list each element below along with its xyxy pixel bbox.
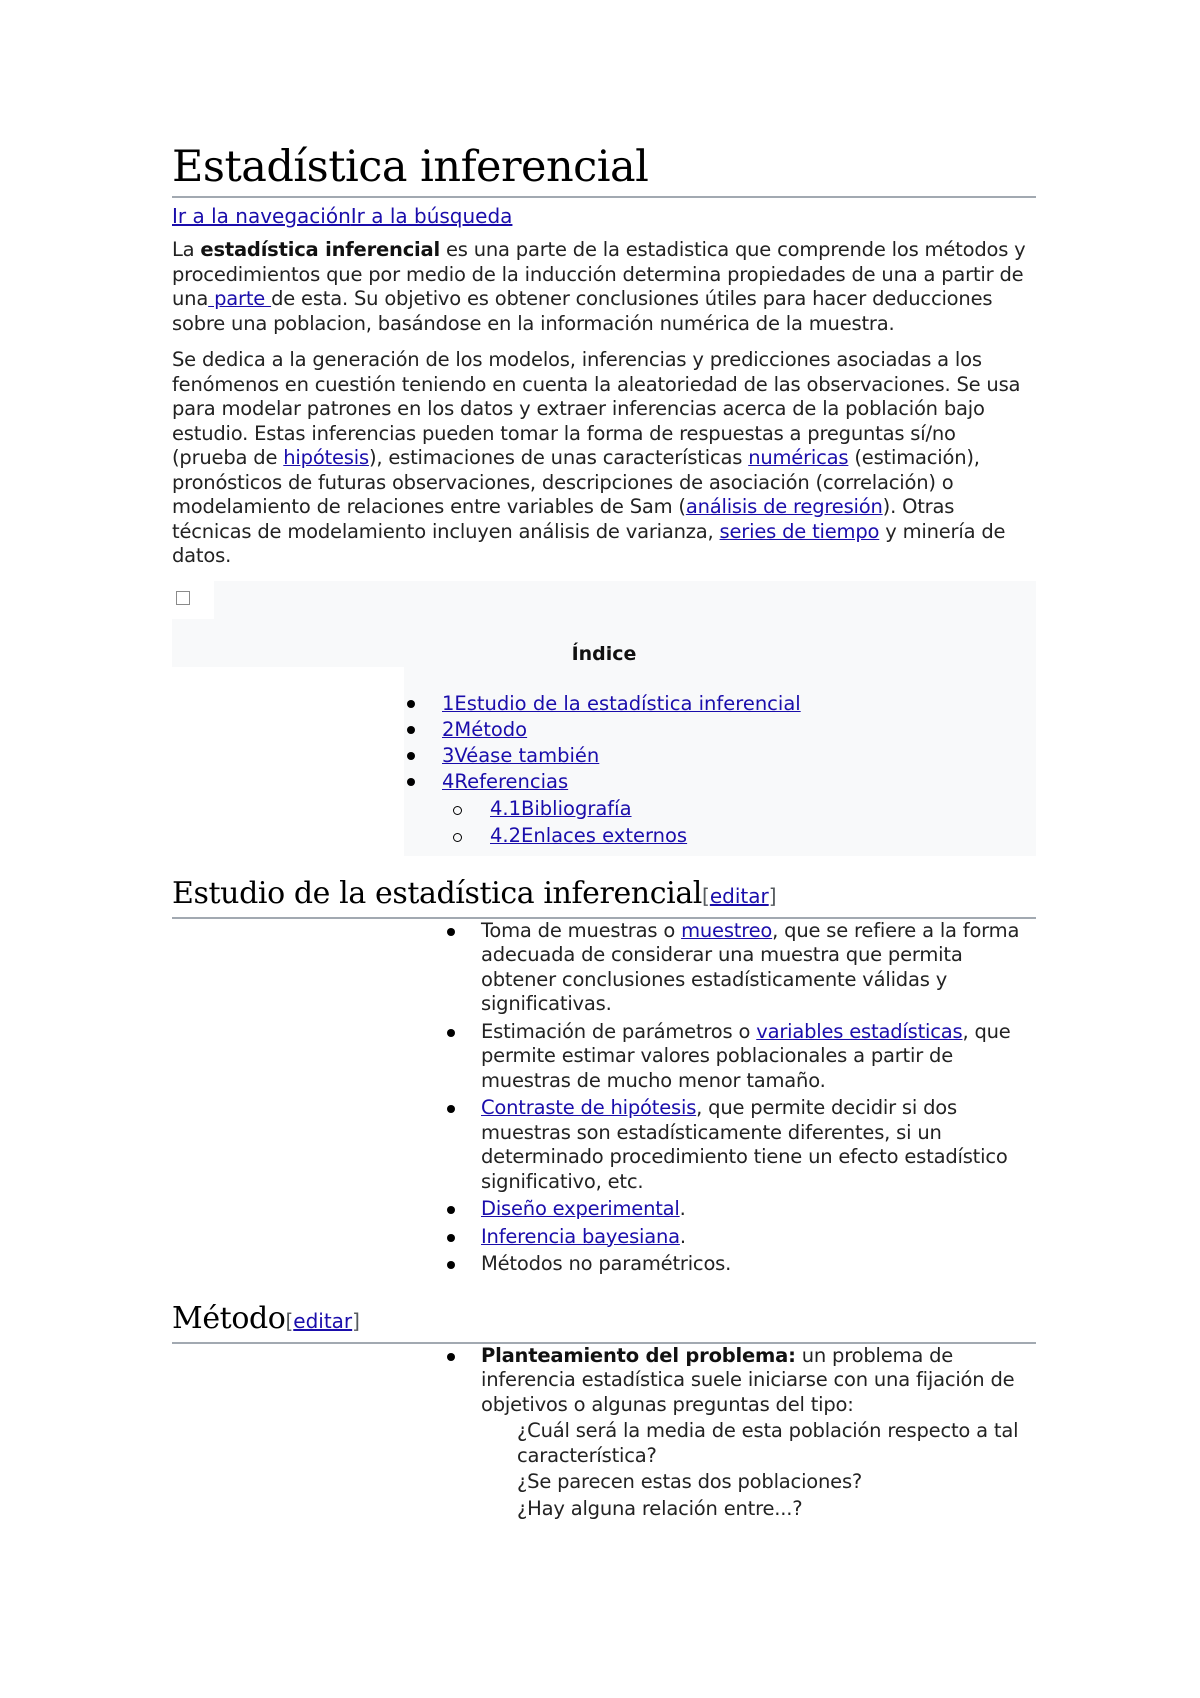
jump-links [172,202,1036,230]
text: , que se refiere a la forma adecuada de considerar una muestra que permita obtener conclusiones estadísticamente válidas y significativas. [481,918,1020,1015]
edit-link-wrapper: [editar] [702,883,777,908]
article [172,140,1036,1524]
checkbox-icon [176,591,190,605]
text: , que permite decidir si dos muestras son estadísticamente diferentes, si un determinado procedimiento tiene un efecto estadístico significativo, etc. [481,1096,1008,1193]
toc-item [404,743,801,769]
text: ), estimaciones de unas características [368,446,749,469]
intro-paragraph-2 [172,348,1036,569]
bold-term: estadística inferencial [200,238,440,261]
link-numericas[interactable]: numéricas [748,446,849,469]
list-item [443,919,1036,1017]
list-item [443,1096,1036,1194]
text: Se dedica a la generación de los modelos, inferencias y predicciones asociadas a los fenómenos en cuestión teniendo en cuenta la aleatoriedad de las observaciones. Se usa para modelar patrones en los datos y extraer inferencias acerca de la población bajo estudio. Estas inferencias pueden tomar la forma de respuestas a preguntas sí/no (prueba de [172,348,1021,469]
toc-link-vease-tambien[interactable]: 3Véase también [442,743,600,767]
text: . [679,1224,686,1248]
metodo-list [443,1344,1036,1522]
toc-gap [172,667,404,856]
section-heading-metodo [172,1299,1036,1344]
jump-to-navigation-link[interactable]: Ir a la navegación [172,204,351,228]
toc-link-referencias[interactable]: 4Referencias [442,769,569,793]
intro-paragraph-1 [172,238,1036,336]
toc-link-estudio[interactable]: 1Estudio de la estadística inferencial [442,691,801,715]
section-title: Método [172,1300,286,1336]
list-item [443,1197,1036,1222]
link-parte[interactable]: parte [208,287,272,310]
text: (estimación), pronósticos de futuras observaciones, descripciones de asociación (correlación) o modelamiento de relaciones entre variables de Sam ( [172,446,980,518]
link-hipotesis[interactable]: hipótesis [283,446,369,469]
link-contraste-de-hipotesis[interactable]: Contraste de hipótesis [481,1096,697,1119]
toc-sublist [404,795,687,849]
link-inferencia-bayesiana[interactable]: Inferencia bayesiana [481,1224,680,1248]
list-item [443,1344,1036,1522]
text: La [172,238,201,261]
link-variables-estadisticas[interactable]: variables estadísticas [756,1019,963,1043]
text: es una parte de la estadistica que comprende los métodos y procedimientos que por medio de la inducción determina propiedades de una a partir de una [172,238,1026,310]
toc-item [404,769,801,795]
toc-link-bibliografia[interactable]: 4.1Bibliografía [490,796,632,820]
link-analisis-de-regresion[interactable]: análisis de regresión [685,495,883,518]
estudio-list [443,919,1036,1277]
section-title: Estudio de la estadística inferencial [172,875,703,911]
list-item [443,1252,1036,1277]
toc-link-enlaces-externos[interactable]: 4.2Enlaces externos [490,823,688,847]
text: ). Otras técnicas de modelamiento incluyen análisis de varianza, [172,495,955,543]
toc-link-metodo[interactable]: 2Método [442,717,528,741]
toc-item [404,717,801,743]
toc-subitem [404,795,687,822]
link-muestreo[interactable]: muestreo [681,918,773,942]
text: Métodos no paramétricos. [481,1252,732,1275]
question: ¿Se parecen estas dos poblaciones? [517,1470,863,1493]
list-item [443,1225,1036,1250]
toc-toggle-checkbox[interactable] [172,581,214,619]
toc-list [404,691,801,795]
toc-title: Índice [571,642,637,665]
edit-link-wrapper: [editar] [285,1308,360,1333]
text: de esta. Su objetivo es obtener conclusiones útiles para hacer deducciones sobre una poblacion, basándose en la información numérica de la muestra. [172,287,993,335]
toc-subitem [404,822,687,849]
list-item [443,1020,1036,1094]
section-heading-estudio [172,874,1036,919]
link-series-de-tiempo[interactable]: series de tiempo [719,519,880,543]
bold-term: Planteamiento del problema: [481,1343,796,1367]
text: un problema de inferencia estadística suele iniciarse con una fijación de objetivos o algunas preguntas del tipo: [481,1343,1015,1416]
edit-section-link[interactable]: editar [709,883,769,908]
question-list [517,1419,1036,1521]
text: , que permite estimar valores poblacionales a partir de muestras de mucho menor tamaño. [481,1019,1011,1092]
question: ¿Hay alguna relación entre...? [517,1496,803,1520]
text: y minería de datos. [172,519,1006,567]
text: Estimación de parámetros o [481,1019,757,1043]
edit-section-link[interactable]: editar [293,1308,353,1333]
text: . [679,1197,686,1220]
link-diseno-experimental[interactable]: Diseño experimental [481,1197,680,1220]
page-title: Estadística inferencial [172,140,1036,198]
table-of-contents [172,581,1036,856]
question: ¿Cuál será la media de esta población respecto a tal característica? [517,1419,1019,1467]
jump-to-search-link[interactable]: Ir a la búsqueda [350,204,513,228]
toc-item [404,691,801,717]
text: Toma de muestras o [481,918,682,942]
